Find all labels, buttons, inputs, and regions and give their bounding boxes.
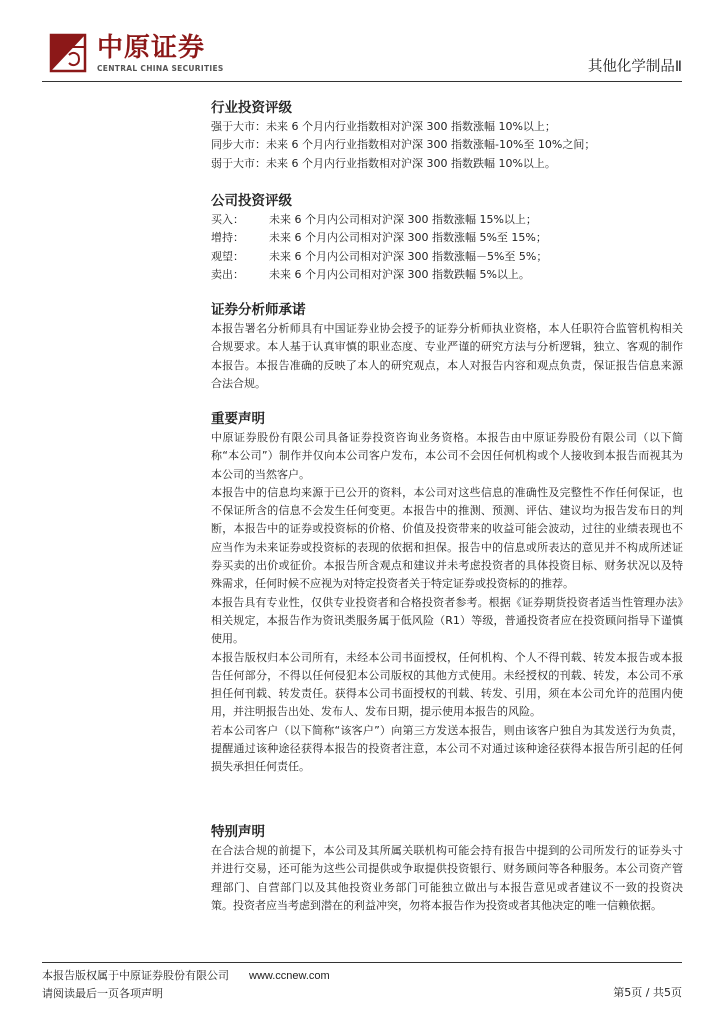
important-statement-body <box>211 429 683 777</box>
analyst-commitment-heading: 证券分析师承诺 <box>211 302 306 318</box>
logo-mark-icon <box>49 33 87 73</box>
rating-label: 观望： <box>211 249 244 263</box>
company-rating-heading: 公司投资评级 <box>211 193 292 209</box>
header-divider <box>42 81 682 82</box>
footer-divider <box>42 962 682 963</box>
report-category-title: 其他化学制品Ⅱ <box>587 59 682 75</box>
logo-text-en: CENTRAL CHINA SECURITIES <box>97 64 224 73</box>
rating-definition: 未来 6 个月内公司相对沪深 300 指数涨幅 15%以上； <box>269 213 537 226</box>
footer-notice: 请阅读最后一页各项声明 <box>42 987 163 1000</box>
industry-rating-item: 弱于大市：未来 6 个月内行业指数相对沪深 300 指数跌幅 10%以上。 <box>211 156 556 170</box>
industry-rating-item: 强于大市：未来 6 个月内行业指数相对沪深 300 指数涨幅 10%以上； <box>211 120 556 133</box>
rating-label: 买入： <box>211 213 244 226</box>
company-logo <box>49 33 239 75</box>
page-number: 第5页 / 共5页 <box>613 986 682 999</box>
company-rating-item <box>211 229 683 247</box>
company-rating-item <box>211 248 683 266</box>
rating-definition: 未来 6 个月内公司相对沪深 300 指数涨幅－5%至 5%； <box>269 249 548 263</box>
industry-rating-section <box>211 98 683 173</box>
page-footer <box>42 967 330 1002</box>
rating-definition: 未来 6 个月内公司相对沪深 300 指数涨幅 5%至 15%； <box>269 231 547 245</box>
special-statement-body <box>211 842 683 915</box>
important-statement-heading: 重要声明 <box>211 411 265 427</box>
rating-label: 增持： <box>211 231 244 245</box>
footer-website-link[interactable]: www.ccnew.com <box>249 970 330 982</box>
company-rating-section <box>211 191 683 284</box>
page-header <box>0 0 724 88</box>
rating-label: 卖出： <box>211 267 244 281</box>
analyst-commitment-section <box>211 300 683 393</box>
special-statement-section <box>211 822 683 915</box>
company-rating-list <box>211 211 683 284</box>
special-statement-heading: 特别声明 <box>211 824 265 840</box>
company-rating-item <box>211 211 683 229</box>
logo-text-cn: 中原证券 <box>97 33 206 63</box>
rating-definition: 未来 6 个月内公司相对沪深 300 指数跌幅 5%以上。 <box>269 267 530 281</box>
footer-copyright: 本报告版权属于中原证券股份有限公司 <box>42 969 229 982</box>
important-statement-paragraph: 本报告具有专业性，仅供专业投资者和合格投资者参考。根据《证券期货投资者适当性管理办法》相关规定，本报告作为资讯类服务属于低风险（R1）等级，普通投资者应在投资顾问指导下谨慎使用。 <box>211 595 683 646</box>
industry-rating-list <box>211 118 683 173</box>
analyst-commitment-text: 本报告署名分析师具有中国证券业协会授予的证券分析师执业资格，本人任职符合监管机构相关合规要求。本人基于认真审慎的职业态度、专业严谨的研究方法与分析逻辑，独立、客观的制作本报告。本报告准确的反映了本人的研究观点，本人对报告内容和观点负责，保证报告信息来源合法合规。 <box>211 322 683 390</box>
industry-rating-heading: 行业投资评级 <box>211 100 292 116</box>
important-statement-section <box>211 409 683 777</box>
important-statement-paragraph: 本报告版权归本公司所有，未经本公司书面授权，任何机构、个人不得刊载、转发本报告或本报告任何部分，不得以任何侵犯本公司版权的其他方式使用。未经授权的刊载、转发，本公司不承担任何刊载、转发责任。获得本公司书面授权的刊载、转发、引用，须在本公司允许的范围内使用，并注明报告出处、发布人、发布日期，提示使用本报告的风险。 <box>211 650 683 719</box>
industry-rating-item: 同步大市：未来 6 个月内行业指数相对沪深 300 指数涨幅-10%至 10%之间； <box>211 138 596 152</box>
important-statement-paragraph: 若本公司客户（以下简称“该客户”）向第三方发送本报告，则由该客户独自为其发送行为负责，提醒通过该种途径获得本报告的投资者注意，本公司不对通过该种途径获得本报告所引起的任何损失承担任何责任。 <box>211 723 683 774</box>
important-statement-paragraph: 中原证券股份有限公司具备证券投资咨询业务资格。本报告由中原证券股份有限公司（以下简称“本公司”）制作并仅向本公司客户发布，本公司不会因任何机构或个人接收到本报告而视其为本公司的当然客户。 <box>211 431 683 481</box>
important-statement-paragraph: 本报告中的信息均来源于已公开的资料，本公司对这些信息的准确性及完整性不作任何保证，也不保证所含的信息不会发生任何变更。本报告中的推测、预测、评估、建议均为报告发布日的判断，本报告中的证券或投资标的价格、价值及投资带来的收益可能会波动，过往的业绩表现也不应当作为未来证券或投资标的表现的依据和担保。报告中的信息或所表达的意见并不构成所述证券买卖的出价或征价。本报告所含观点和建议并未考虑投资者的具体投资目标、财务状况以及特殊需求，任何时候不应视为对特定投资者关于特定证券或投资标的的推荐。 <box>211 485 683 591</box>
special-statement-paragraph: 在合法合规的前提下，本公司及其所属关联机构可能会持有报告中提到的公司所发行的证券头寸并进行交易，还可能为这些公司提供或争取提供投资银行、财务顾问等各种服务。本公司资产管理部门、自营部门以及其他投资业务部门可能独立做出与本报告意见或者建议不一致的投资决策。投资者应当考虑到潜在的利益冲突，勿将本报告作为投资或者其他决定的唯一信赖依据。 <box>211 844 683 912</box>
company-rating-item <box>211 266 683 284</box>
